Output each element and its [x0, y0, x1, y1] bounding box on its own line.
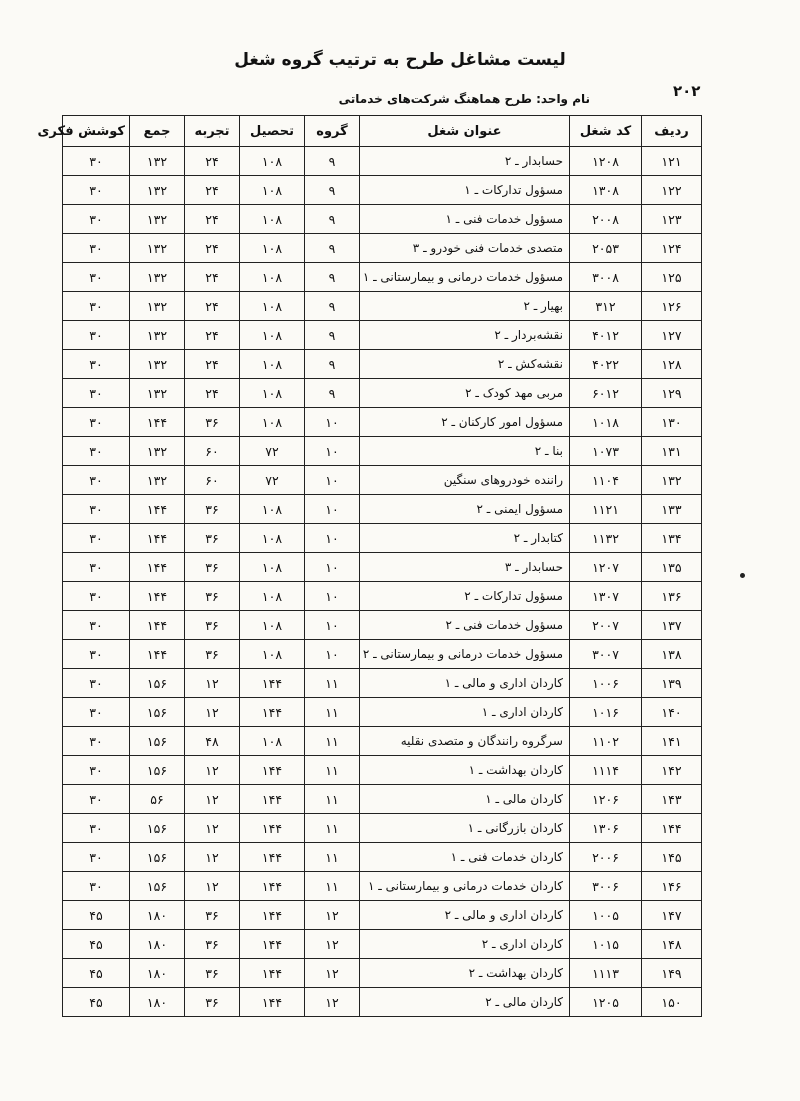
cell-mental-effort: ۴۵	[63, 959, 130, 988]
cell-mental-effort: ۳۰	[63, 843, 130, 872]
cell-experience: ۳۶	[185, 611, 240, 640]
header-group: گروه	[305, 116, 360, 147]
cell-job-code: ۱۰۷۳	[570, 437, 642, 466]
cell-total: ۱۵۶	[130, 756, 185, 785]
cell-job-code: ۱۳۰۸	[570, 176, 642, 205]
cell-row-no: ۱۳۱	[642, 437, 702, 466]
cell-job-code: ۱۱۱۳	[570, 959, 642, 988]
cell-group: ۱۰	[305, 640, 360, 669]
cell-row-no: ۱۴۶	[642, 872, 702, 901]
cell-job-title: کاردان اداری ـ ۲	[360, 930, 570, 959]
cell-job-code: ۳۱۲	[570, 292, 642, 321]
cell-total: ۱۳۲	[130, 437, 185, 466]
cell-job-code: ۳۰۰۶	[570, 872, 642, 901]
cell-mental-effort: ۳۰	[63, 698, 130, 727]
table-row	[63, 611, 702, 640]
cell-row-no: ۱۳۴	[642, 524, 702, 553]
cell-job-title: متصدی خدمات فنی خودرو ـ ۳	[360, 234, 570, 263]
cell-job-title: بهیار ـ ۲	[360, 292, 570, 321]
cell-row-no: ۱۴۷	[642, 901, 702, 930]
cell-mental-effort: ۳۰	[63, 147, 130, 176]
cell-experience: ۶۰	[185, 437, 240, 466]
cell-education: ۱۴۴	[240, 959, 305, 988]
cell-group: ۱۲	[305, 988, 360, 1017]
cell-group: ۱۱	[305, 698, 360, 727]
cell-job-title: مسؤول خدمات درمانی و بیمارستانی ـ ۲	[360, 640, 570, 669]
table-row	[63, 727, 702, 756]
cell-job-title: مسؤول خدمات فنی ـ ۲	[360, 611, 570, 640]
table-row	[63, 321, 702, 350]
cell-job-code: ۱۱۲۱	[570, 495, 642, 524]
cell-education: ۱۰۸	[240, 611, 305, 640]
cell-mental-effort: ۳۰	[63, 263, 130, 292]
cell-education: ۱۰۸	[240, 582, 305, 611]
cell-total: ۱۴۴	[130, 408, 185, 437]
table-row	[63, 930, 702, 959]
cell-experience: ۱۲	[185, 785, 240, 814]
cell-row-no: ۱۳۶	[642, 582, 702, 611]
cell-experience: ۱۲	[185, 872, 240, 901]
cell-job-code: ۱۲۰۶	[570, 785, 642, 814]
table-row	[63, 553, 702, 582]
cell-experience: ۳۶	[185, 930, 240, 959]
cell-experience: ۶۰	[185, 466, 240, 495]
cell-education: ۱۰۸	[240, 553, 305, 582]
cell-group: ۹	[305, 176, 360, 205]
cell-total: ۱۳۲	[130, 292, 185, 321]
cell-group: ۱۱	[305, 814, 360, 843]
table-row	[63, 988, 702, 1017]
cell-job-code: ۶۰۱۲	[570, 379, 642, 408]
cell-job-title: بنا ـ ۲	[360, 437, 570, 466]
cell-experience: ۳۶	[185, 408, 240, 437]
cell-job-title: کاردان اداری و مالی ـ ۲	[360, 901, 570, 930]
cell-experience: ۴۸	[185, 727, 240, 756]
cell-group: ۱۱	[305, 843, 360, 872]
table-row	[63, 814, 702, 843]
cell-education: ۱۰۸	[240, 408, 305, 437]
cell-education: ۱۰۸	[240, 292, 305, 321]
cell-experience: ۱۲	[185, 669, 240, 698]
cell-experience: ۲۴	[185, 350, 240, 379]
cell-job-title: کتابدار ـ ۲	[360, 524, 570, 553]
table-row	[63, 205, 702, 234]
cell-job-title: کاردان خدمات درمانی و بیمارستانی ـ ۱	[360, 872, 570, 901]
cell-education: ۱۰۸	[240, 524, 305, 553]
cell-education: ۷۲	[240, 437, 305, 466]
cell-experience: ۱۲	[185, 698, 240, 727]
cell-job-title: کاردان خدمات فنی ـ ۱	[360, 843, 570, 872]
page-number: ۲۰۲	[673, 82, 701, 100]
cell-mental-effort: ۳۰	[63, 205, 130, 234]
cell-education: ۱۰۸	[240, 727, 305, 756]
cell-education: ۱۰۸	[240, 205, 305, 234]
cell-job-code: ۱۰۱۵	[570, 930, 642, 959]
cell-row-no: ۱۴۱	[642, 727, 702, 756]
cell-row-no: ۱۲۹	[642, 379, 702, 408]
cell-education: ۱۰۸	[240, 176, 305, 205]
table-row	[63, 640, 702, 669]
cell-row-no: ۱۴۰	[642, 698, 702, 727]
cell-total: ۱۳۲	[130, 147, 185, 176]
cell-group: ۱۲	[305, 930, 360, 959]
cell-job-title: راننده خودروهای سنگین	[360, 466, 570, 495]
cell-education: ۱۴۴	[240, 756, 305, 785]
cell-total: ۱۵۶	[130, 727, 185, 756]
table-row	[63, 408, 702, 437]
cell-total: ۱۴۴	[130, 611, 185, 640]
cell-experience: ۲۴	[185, 292, 240, 321]
cell-row-no: ۱۳۹	[642, 669, 702, 698]
cell-education: ۱۰۸	[240, 640, 305, 669]
cell-group: ۱۲	[305, 959, 360, 988]
cell-job-code: ۱۱۳۲	[570, 524, 642, 553]
cell-total: ۱۳۲	[130, 205, 185, 234]
header-experience: تجربه	[185, 116, 240, 147]
table-row	[63, 872, 702, 901]
cell-group: ۱۱	[305, 872, 360, 901]
cell-total: ۱۸۰	[130, 988, 185, 1017]
cell-education: ۱۰۸	[240, 495, 305, 524]
table-row	[63, 524, 702, 553]
cell-row-no: ۱۲۲	[642, 176, 702, 205]
cell-mental-effort: ۳۰	[63, 524, 130, 553]
cell-experience: ۳۶	[185, 988, 240, 1017]
cell-row-no: ۱۳۲	[642, 466, 702, 495]
cell-total: ۱۳۲	[130, 321, 185, 350]
cell-row-no: ۱۳۰	[642, 408, 702, 437]
cell-total: ۱۳۲	[130, 466, 185, 495]
cell-total: ۱۵۶	[130, 872, 185, 901]
cell-group: ۹	[305, 321, 360, 350]
cell-job-code: ۱۱۱۴	[570, 756, 642, 785]
cell-group: ۹	[305, 263, 360, 292]
cell-row-no: ۱۴۲	[642, 756, 702, 785]
cell-mental-effort: ۳۰	[63, 379, 130, 408]
cell-education: ۱۰۸	[240, 147, 305, 176]
cell-group: ۱۱	[305, 756, 360, 785]
cell-mental-effort: ۳۰	[63, 176, 130, 205]
table-row	[63, 785, 702, 814]
table-row	[63, 756, 702, 785]
header-row-no: ردیف	[642, 116, 702, 147]
table-row	[63, 234, 702, 263]
cell-job-title: مسؤول خدمات فنی ـ ۱	[360, 205, 570, 234]
cell-total: ۱۸۰	[130, 901, 185, 930]
cell-row-no: ۱۳۵	[642, 553, 702, 582]
cell-job-code: ۱۱۰۲	[570, 727, 642, 756]
cell-experience: ۳۶	[185, 553, 240, 582]
cell-education: ۱۰۸	[240, 263, 305, 292]
job-list-table	[37, 115, 702, 1017]
table-row	[63, 582, 702, 611]
cell-education: ۱۴۴	[240, 669, 305, 698]
cell-group: ۱۱	[305, 727, 360, 756]
cell-group: ۹	[305, 234, 360, 263]
cell-total: ۱۵۶	[130, 698, 185, 727]
cell-education: ۱۴۴	[240, 785, 305, 814]
cell-experience: ۱۲	[185, 756, 240, 785]
cell-job-title: کاردان بهداشت ـ ۱	[360, 756, 570, 785]
table-row	[63, 466, 702, 495]
cell-total: ۱۳۲	[130, 263, 185, 292]
cell-group: ۱۱	[305, 669, 360, 698]
cell-group: ۹	[305, 292, 360, 321]
cell-total: ۱۴۴	[130, 582, 185, 611]
page-title: لیست مشاغل طرح به ترتیب گروه شغل	[234, 50, 566, 70]
scan-mark	[740, 573, 745, 578]
cell-mental-effort: ۳۰	[63, 553, 130, 582]
cell-mental-effort: ۳۰	[63, 727, 130, 756]
table-row	[63, 379, 702, 408]
cell-total: ۱۸۰	[130, 930, 185, 959]
table-row	[63, 698, 702, 727]
cell-experience: ۳۶	[185, 901, 240, 930]
cell-experience: ۲۴	[185, 147, 240, 176]
cell-row-no: ۱۲۵	[642, 263, 702, 292]
cell-mental-effort: ۳۰	[63, 872, 130, 901]
cell-group: ۱۰	[305, 582, 360, 611]
header-mental-effort: کوشش فکری	[63, 116, 130, 147]
cell-job-title: کاردان اداری ـ ۱	[360, 698, 570, 727]
cell-group: ۱۲	[305, 901, 360, 930]
unit-name-label: نام واحد: طرح هماهنگ شرکت‌های خدماتی	[338, 92, 590, 106]
cell-mental-effort: ۳۰	[63, 234, 130, 263]
table-row	[63, 350, 702, 379]
cell-row-no: ۱۴۸	[642, 930, 702, 959]
cell-total: ۱۳۲	[130, 379, 185, 408]
cell-row-no: ۱۲۸	[642, 350, 702, 379]
table-body	[63, 147, 702, 1017]
cell-row-no: ۱۲۴	[642, 234, 702, 263]
cell-experience: ۱۲	[185, 814, 240, 843]
cell-education: ۱۰۸	[240, 234, 305, 263]
cell-education: ۱۰۸	[240, 321, 305, 350]
cell-job-code: ۲۰۰۸	[570, 205, 642, 234]
cell-education: ۱۰۸	[240, 350, 305, 379]
cell-row-no: ۱۲۳	[642, 205, 702, 234]
cell-experience: ۳۶	[185, 582, 240, 611]
table-row	[63, 147, 702, 176]
header-total: جمع	[130, 116, 185, 147]
cell-total: ۱۳۲	[130, 176, 185, 205]
cell-job-title: نقشه‌بردار ـ ۲	[360, 321, 570, 350]
table-row	[63, 292, 702, 321]
cell-group: ۹	[305, 147, 360, 176]
cell-mental-effort: ۴۵	[63, 901, 130, 930]
cell-row-no: ۱۳۷	[642, 611, 702, 640]
cell-job-title: کاردان اداری و مالی ـ ۱	[360, 669, 570, 698]
cell-experience: ۲۴	[185, 263, 240, 292]
cell-job-title: حسابدار ـ ۲	[360, 147, 570, 176]
cell-mental-effort: ۳۰	[63, 466, 130, 495]
cell-mental-effort: ۳۰	[63, 756, 130, 785]
cell-mental-effort: ۳۰	[63, 611, 130, 640]
cell-job-title: حسابدار ـ ۳	[360, 553, 570, 582]
cell-job-title: کاردان بهداشت ـ ۲	[360, 959, 570, 988]
cell-mental-effort: ۳۰	[63, 495, 130, 524]
cell-group: ۱۰	[305, 553, 360, 582]
cell-total: ۱۵۶	[130, 814, 185, 843]
cell-mental-effort: ۴۵	[63, 930, 130, 959]
cell-job-title: کاردان بازرگانی ـ ۱	[360, 814, 570, 843]
cell-job-code: ۱۳۰۶	[570, 814, 642, 843]
cell-group: ۹	[305, 205, 360, 234]
cell-mental-effort: ۳۰	[63, 785, 130, 814]
cell-mental-effort: ۳۰	[63, 640, 130, 669]
cell-mental-effort: ۳۰	[63, 350, 130, 379]
cell-row-no: ۱۴۴	[642, 814, 702, 843]
cell-experience: ۲۴	[185, 234, 240, 263]
cell-row-no: ۱۲۱	[642, 147, 702, 176]
table-row	[63, 959, 702, 988]
cell-mental-effort: ۳۰	[63, 582, 130, 611]
cell-job-title: مسؤول امور کارکنان ـ ۲	[360, 408, 570, 437]
cell-job-title: کاردان مالی ـ ۱	[360, 785, 570, 814]
cell-total: ۱۵۶	[130, 669, 185, 698]
cell-total: ۱۳۲	[130, 234, 185, 263]
cell-job-code: ۱۰۱۸	[570, 408, 642, 437]
cell-total: ۱۴۴	[130, 524, 185, 553]
table-row	[63, 495, 702, 524]
cell-row-no: ۱۴۳	[642, 785, 702, 814]
cell-group: ۱۰	[305, 408, 360, 437]
cell-group: ۱۰	[305, 495, 360, 524]
cell-row-no: ۱۳۳	[642, 495, 702, 524]
cell-job-code: ۲۰۰۶	[570, 843, 642, 872]
table-row	[63, 437, 702, 466]
table-row	[63, 263, 702, 292]
table-header-row	[63, 116, 702, 147]
cell-job-code: ۱۲۰۵	[570, 988, 642, 1017]
cell-experience: ۳۶	[185, 640, 240, 669]
cell-job-title: مسؤول خدمات درمانی و بیمارستانی ـ ۱	[360, 263, 570, 292]
cell-experience: ۳۶	[185, 959, 240, 988]
cell-mental-effort: ۳۰	[63, 408, 130, 437]
cell-row-no: ۱۲۶	[642, 292, 702, 321]
cell-education: ۱۴۴	[240, 930, 305, 959]
cell-job-code: ۱۳۰۷	[570, 582, 642, 611]
cell-job-title: مربی مهد کودک ـ ۲	[360, 379, 570, 408]
cell-job-title: کاردان مالی ـ ۲	[360, 988, 570, 1017]
cell-row-no: ۱۳۸	[642, 640, 702, 669]
cell-group: ۱۰	[305, 437, 360, 466]
cell-job-code: ۱۱۰۴	[570, 466, 642, 495]
cell-experience: ۳۶	[185, 495, 240, 524]
cell-total: ۱۳۲	[130, 350, 185, 379]
cell-experience: ۳۶	[185, 524, 240, 553]
cell-total: ۱۵۶	[130, 843, 185, 872]
cell-experience: ۱۲	[185, 843, 240, 872]
cell-total: ۱۸۰	[130, 959, 185, 988]
table-row	[63, 843, 702, 872]
cell-experience: ۲۴	[185, 321, 240, 350]
cell-job-code: ۲۰۰۷	[570, 611, 642, 640]
cell-group: ۱۰	[305, 611, 360, 640]
cell-row-no: ۱۴۹	[642, 959, 702, 988]
cell-job-code: ۱۰۱۶	[570, 698, 642, 727]
cell-total: ۵۶	[130, 785, 185, 814]
cell-total: ۱۴۴	[130, 553, 185, 582]
cell-job-code: ۲۰۵۳	[570, 234, 642, 263]
cell-job-title: سرگروه رانندگان و متصدی نقلیه	[360, 727, 570, 756]
cell-education: ۱۴۴	[240, 843, 305, 872]
cell-experience: ۲۴	[185, 205, 240, 234]
cell-job-code: ۱۰۰۵	[570, 901, 642, 930]
cell-row-no: ۱۲۷	[642, 321, 702, 350]
cell-mental-effort: ۳۰	[63, 292, 130, 321]
cell-job-code: ۳۰۰۸	[570, 263, 642, 292]
cell-group: ۹	[305, 379, 360, 408]
cell-job-title: نقشه‌کش ـ ۲	[360, 350, 570, 379]
cell-education: ۱۰۸	[240, 379, 305, 408]
cell-mental-effort: ۳۰	[63, 814, 130, 843]
cell-education: ۱۴۴	[240, 698, 305, 727]
header-education: تحصیل	[240, 116, 305, 147]
cell-job-title: مسؤول تدارکات ـ ۲	[360, 582, 570, 611]
cell-education: ۱۴۴	[240, 814, 305, 843]
cell-experience: ۲۴	[185, 176, 240, 205]
cell-job-code: ۱۲۰۷	[570, 553, 642, 582]
cell-total: ۱۴۴	[130, 640, 185, 669]
table-row	[63, 901, 702, 930]
cell-group: ۱۰	[305, 466, 360, 495]
cell-row-no: ۱۵۰	[642, 988, 702, 1017]
cell-mental-effort: ۳۰	[63, 669, 130, 698]
table-row	[63, 176, 702, 205]
cell-education: ۷۲	[240, 466, 305, 495]
cell-job-code: ۴۰۱۲	[570, 321, 642, 350]
cell-job-code: ۱۰۰۶	[570, 669, 642, 698]
cell-mental-effort: ۴۵	[63, 988, 130, 1017]
header-job-code: کد شغل	[570, 116, 642, 147]
cell-job-code: ۱۲۰۸	[570, 147, 642, 176]
cell-education: ۱۴۴	[240, 988, 305, 1017]
cell-job-title: مسؤول تدارکات ـ ۱	[360, 176, 570, 205]
cell-group: ۹	[305, 350, 360, 379]
cell-total: ۱۴۴	[130, 495, 185, 524]
cell-experience: ۲۴	[185, 379, 240, 408]
cell-mental-effort: ۳۰	[63, 321, 130, 350]
cell-job-title: مسؤول ایمنی ـ ۲	[360, 495, 570, 524]
cell-job-code: ۴۰۲۲	[570, 350, 642, 379]
cell-group: ۱۰	[305, 524, 360, 553]
cell-group: ۱۱	[305, 785, 360, 814]
cell-mental-effort: ۳۰	[63, 437, 130, 466]
cell-education: ۱۴۴	[240, 901, 305, 930]
cell-education: ۱۴۴	[240, 872, 305, 901]
cell-job-code: ۳۰۰۷	[570, 640, 642, 669]
table-row	[63, 669, 702, 698]
cell-row-no: ۱۴۵	[642, 843, 702, 872]
header-job-title: عنوان شغل	[360, 116, 570, 147]
